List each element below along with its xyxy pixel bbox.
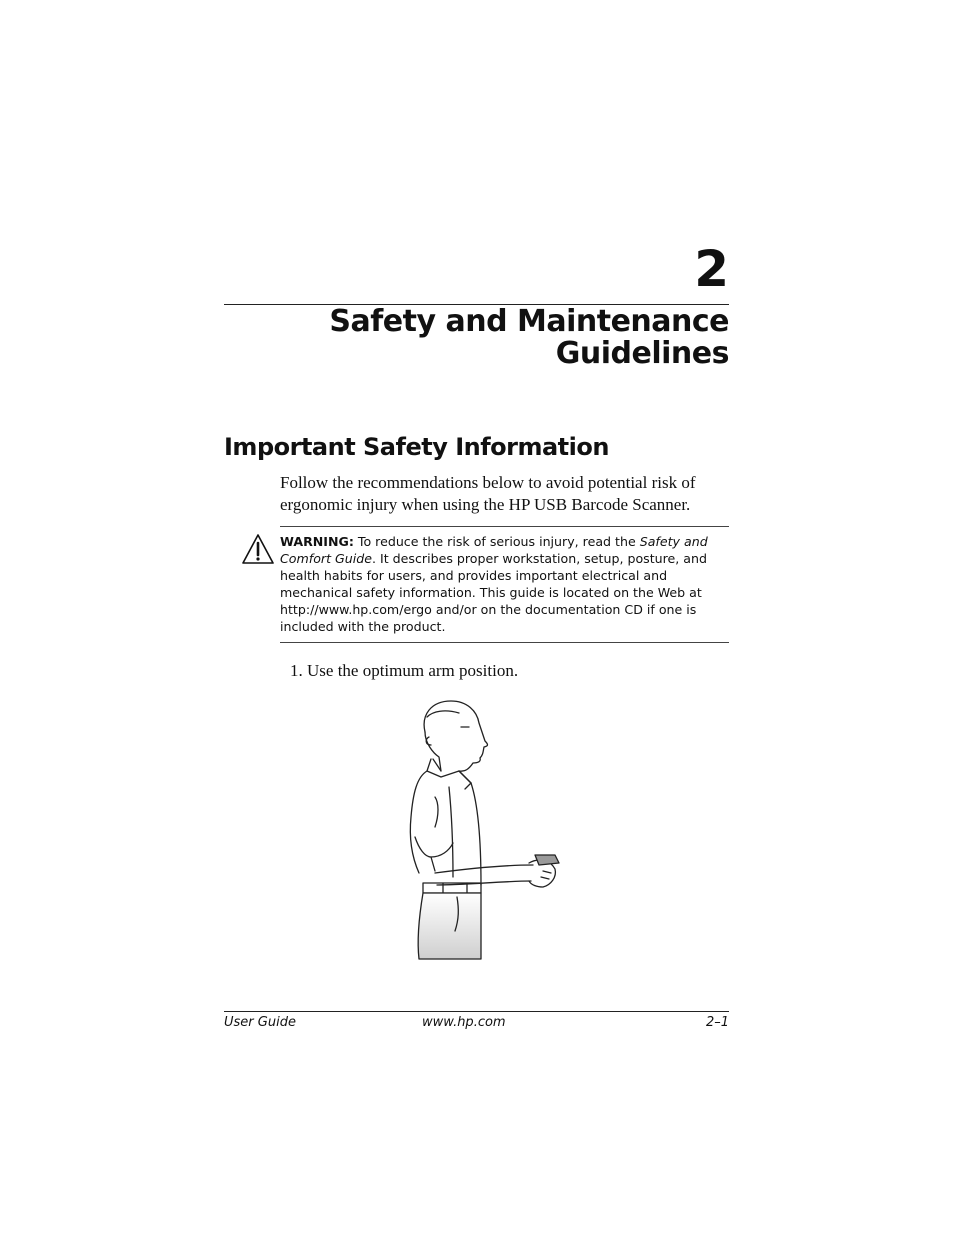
footer-doc-title: User Guide	[224, 1015, 296, 1030]
warning-rule-top	[280, 526, 729, 527]
warning-emphasis: Safety and Comfort Guide	[280, 534, 708, 566]
section-heading: Important Safety Information	[224, 433, 609, 461]
chapter-title	[300, 306, 729, 370]
warning-text-before: To reduce the risk of serious injury, read the	[353, 534, 640, 549]
warning-text-after: . It describes proper workstation, setup, posture, and health habits for users, and provides important electrical and mechanical safety information. This guide is located on the Web at http://www.hp.com/ergo and/or on the documentation CD if one is included with the product.	[280, 551, 707, 634]
chapter-title-line-2: Guidelines	[555, 336, 729, 371]
warning-note	[280, 533, 720, 635]
chapter-title-line-1: Safety and Maintenance	[329, 304, 729, 339]
arm-position-illustration	[405, 697, 575, 962]
step-text: Use the optimum arm position.	[307, 661, 519, 680]
warning-triangle-icon	[241, 533, 275, 565]
intro-paragraph: Follow the recommendations below to avoid potential risk of ergonomic injury when using the HP USB Barcode Scanner.	[280, 473, 696, 514]
footer-page-number: 2–1	[705, 1015, 729, 1030]
footer-url: www.hp.com	[422, 1015, 506, 1030]
footer-rule	[224, 1011, 729, 1012]
chapter-number: 2	[694, 240, 729, 298]
step-1	[290, 660, 518, 682]
warning-rule-bottom	[280, 642, 729, 643]
step-number: 1.	[290, 661, 303, 680]
warning-label: WARNING:	[280, 534, 354, 549]
